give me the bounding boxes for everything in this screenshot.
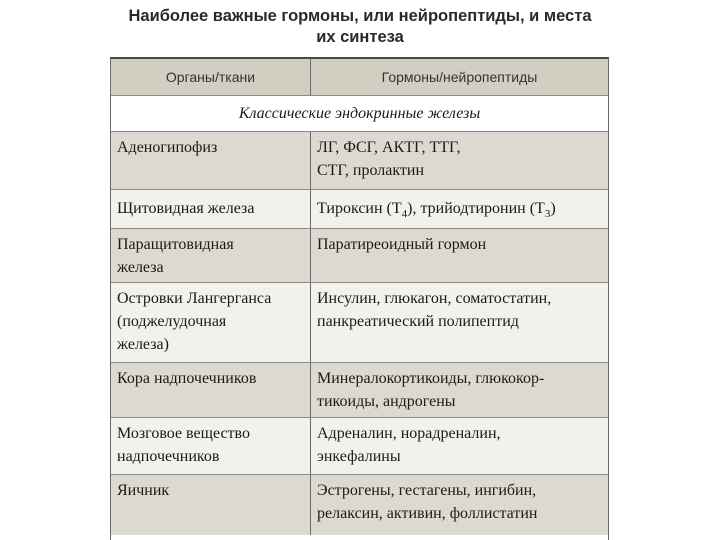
table-row xyxy=(111,132,608,190)
header-hormones: Гормоны/нейропептиды xyxy=(381,69,538,85)
table-row xyxy=(111,229,608,283)
subscript: 3 xyxy=(544,208,551,221)
table-row xyxy=(111,283,608,363)
organ-cell: Аденогипофиз xyxy=(111,132,311,189)
organ-cell: Щитовидная железа xyxy=(111,190,311,228)
hormones-text-part: ), трийодтиронин (Т xyxy=(407,200,545,217)
hormones-text-part: ) xyxy=(550,200,556,217)
title-line-1: Наиболее важные гормоны, или нейропептиды, и места xyxy=(128,7,592,25)
table-row xyxy=(111,475,608,535)
organ-cell: Кора надпочечников xyxy=(111,363,311,417)
hormones-cell: Эстрогены, гестагены, ингибин, релаксин, активин, фоллистатин xyxy=(317,482,538,522)
table-header-row xyxy=(111,59,608,96)
hormones-cell xyxy=(311,190,608,228)
organ-cell: Паращитовидная железа xyxy=(111,229,311,282)
hormones-text-part: Тироксин (Т xyxy=(317,200,402,217)
hormones-cell: ЛГ, ФСГ, АКТГ, ТТГ, СТГ, пролактин xyxy=(317,139,461,179)
title-line-2: их синтеза xyxy=(316,28,404,46)
table-row xyxy=(111,190,608,229)
table-row xyxy=(111,418,608,475)
subscript: 4 xyxy=(401,208,408,221)
organ-cell: Яичник xyxy=(111,475,311,535)
hormones-cell: Паратиреоидный гормон xyxy=(317,236,487,253)
hormones-cell: Минералокортикоиды, глюкокор- тикоиды, андрогены xyxy=(317,370,545,410)
organ-cell: Островки Лангерганса (поджелудочная железа) xyxy=(111,283,311,362)
header-organs: Органы/ткани xyxy=(111,59,311,95)
page-title xyxy=(80,6,640,48)
hormones-cell: Инсулин, глюкагон, соматостатин, панкреатический полипептид xyxy=(317,290,552,330)
section-title: Классические эндокринные железы xyxy=(111,96,608,132)
hormones-table xyxy=(110,57,609,540)
table-row xyxy=(111,363,608,418)
organ-cell: Мозговое вещество надпочечников xyxy=(111,418,311,474)
hormones-cell: Адреналин, норадреналин, энкефалины xyxy=(317,425,501,465)
